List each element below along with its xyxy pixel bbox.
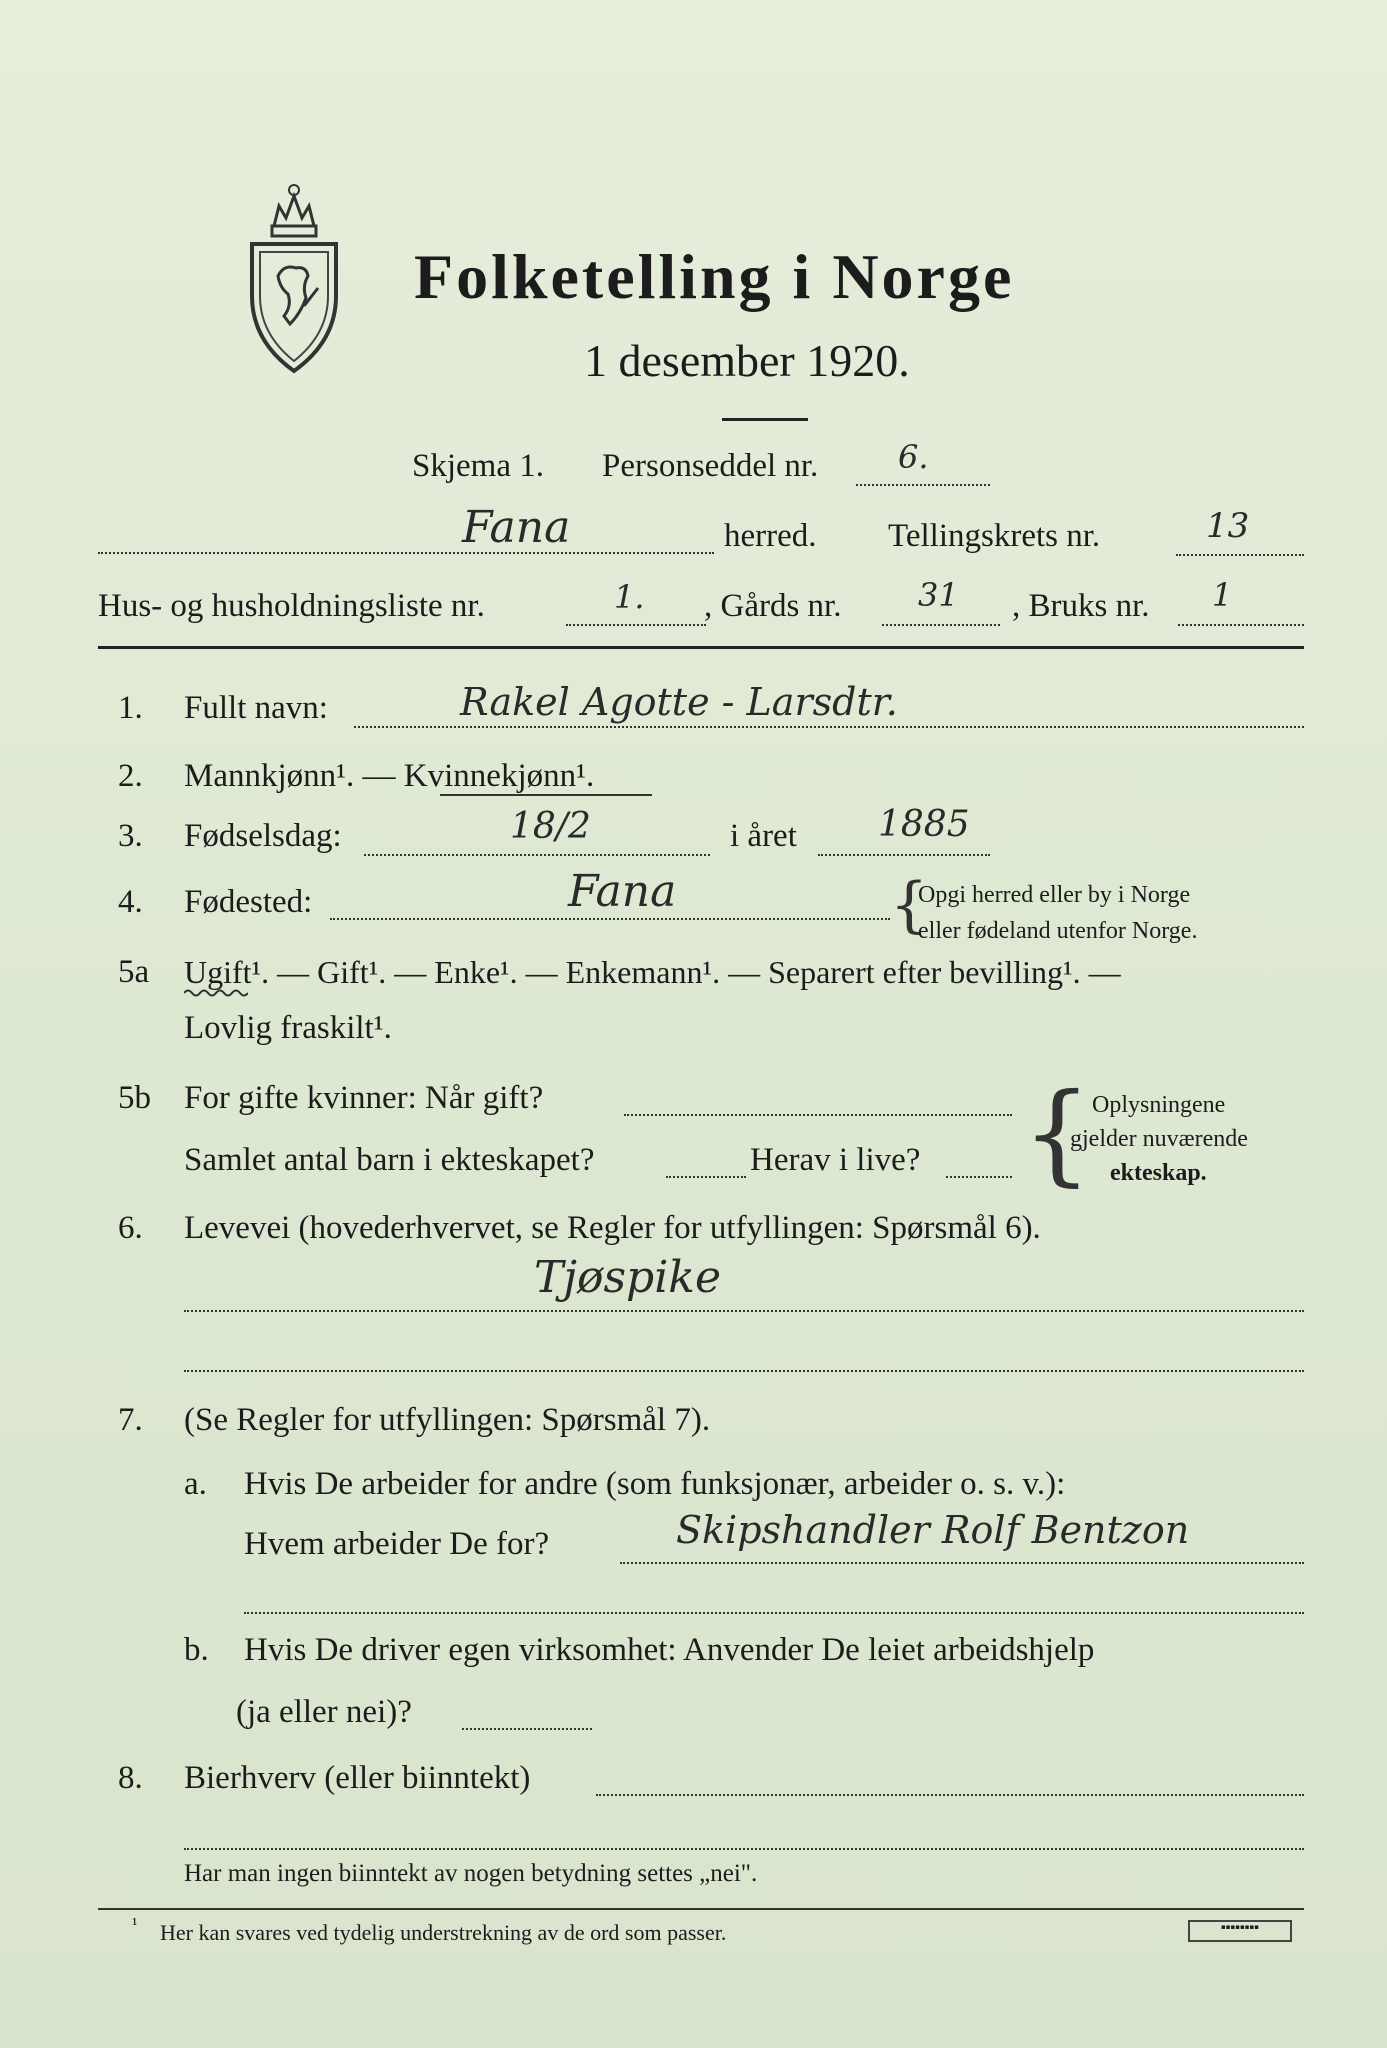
q5a-marital-options: Ugift¹. — Gift¹. — Enke¹. — Enkemann¹. — Separert efter bevilling¹. — [184,954,1121,990]
norwegian-coat-of-arms-icon [244,176,344,376]
q7a-letter: a. [184,1466,207,1502]
census-date: 1 desember 1920. [584,335,910,386]
bruks-label: , Bruks nr. [1012,588,1150,624]
q5b-note-2: gjelder nuværende [1070,1126,1248,1152]
husliste-value[interactable]: 1. [614,578,645,616]
gards-value[interactable]: 31 [918,576,959,614]
q5b-note-1: Oplysningene [1092,1092,1226,1118]
q7-label: (Se Regler for utfyllingen: Spørsmål 7). [184,1402,711,1438]
q1-label: Fullt navn: [184,690,328,726]
birthday-value[interactable]: 18/2 [510,806,591,847]
q6-number: 6. [118,1210,143,1246]
gards-label: , Gårds nr. [704,588,842,624]
q4-note-1: Opgi herred eller by i Norge [918,882,1191,908]
birth-year-value[interactable]: 1885 [878,804,970,845]
q5b-label: For gifte kvinner: Når gift? [184,1080,544,1116]
q4-label: Fødested: [184,884,313,920]
full-name-value[interactable]: Rakel Agotte - Larsdtr. [460,680,898,724]
q5b-label-2: Samlet antal barn i ekteskapet? [184,1142,595,1178]
kvinnekjonn-underline [440,794,652,796]
q2-number: 2. [118,758,143,794]
q4-number: 4. [118,884,143,920]
q7b-letter: b. [184,1632,209,1668]
q8-label: Bierhverv (eller biinntekt) [184,1760,531,1796]
q3-year-label: i året [730,818,797,854]
q7b-label: Hvis De driver egen virksomhet: Anvender De leiet arbeidshjelp [244,1632,1095,1668]
tellingskrets-label: Tellingskrets nr. [888,518,1101,554]
q8-note: Har man ingen biinntekt av nogen betydning settes „nei". [184,1860,758,1887]
herred-value[interactable]: Fana [462,502,571,553]
q7-number: 7. [118,1402,143,1438]
q5b-brace: { [1022,1069,1092,1197]
schema-label: Skjema 1. [412,448,544,484]
q5a-label-2: Lovlig fraskilt¹. [184,1010,392,1046]
q7b-label-2: (ja eller nei)? [236,1694,412,1730]
printer-stamp-icon: ▪▪▪▪▪▪▪▪ [1188,1920,1292,1942]
ugift-underline [184,988,248,998]
footnote-rule [98,1908,1304,1910]
q3-number: 3. [118,818,143,854]
title-divider [722,418,808,421]
personseddel-value[interactable]: 6. [898,438,929,476]
q8-number: 8. [118,1760,143,1796]
herred-label: herred. [724,518,817,554]
personseddel-label: Personseddel nr. [602,448,819,484]
q7a-label-2: Hvem arbeider De for? [244,1526,550,1562]
header-rule [98,646,1304,649]
tellingskrets-value[interactable]: 13 [1206,506,1250,546]
q2-gender-options: Mannkjønn¹. — Kvinnekjønn¹. [184,758,595,794]
birthplace-value[interactable]: Fana [568,866,677,917]
footnote-mark: ¹ [132,1914,138,1934]
q5a-number: 5a [118,954,150,990]
q4-note-2: eller fødeland utenfor Norge. [918,918,1198,944]
bruks-value[interactable]: 1 [1212,576,1233,614]
husliste-label: Hus- og husholdningsliste nr. [98,588,485,624]
q3-label: Fødselsdag: [184,818,342,854]
q5b-label-3: Herav i live? [750,1142,921,1178]
form-title: Folketelling i Norge [414,241,1015,312]
occupation-value[interactable]: Tjøspike [534,1252,721,1303]
footnote-text: Her kan svares ved tydelig understrekning av de ord som passer. [160,1920,727,1945]
employer-value[interactable]: Skipshandler Rolf Bentzon [676,1508,1190,1552]
q1-number: 1. [118,690,143,726]
q6-label: Levevei (hovederhvervet, se Regler for utfyllingen: Spørsmål 6). [184,1210,1041,1246]
q5b-note-3: ekteskap. [1110,1160,1207,1186]
q5b-number: 5b [118,1080,151,1116]
q7a-label: Hvis De arbeider for andre (som funksjonær, arbeider o. s. v.): [244,1466,1066,1502]
q4-brace: { [890,870,929,940]
